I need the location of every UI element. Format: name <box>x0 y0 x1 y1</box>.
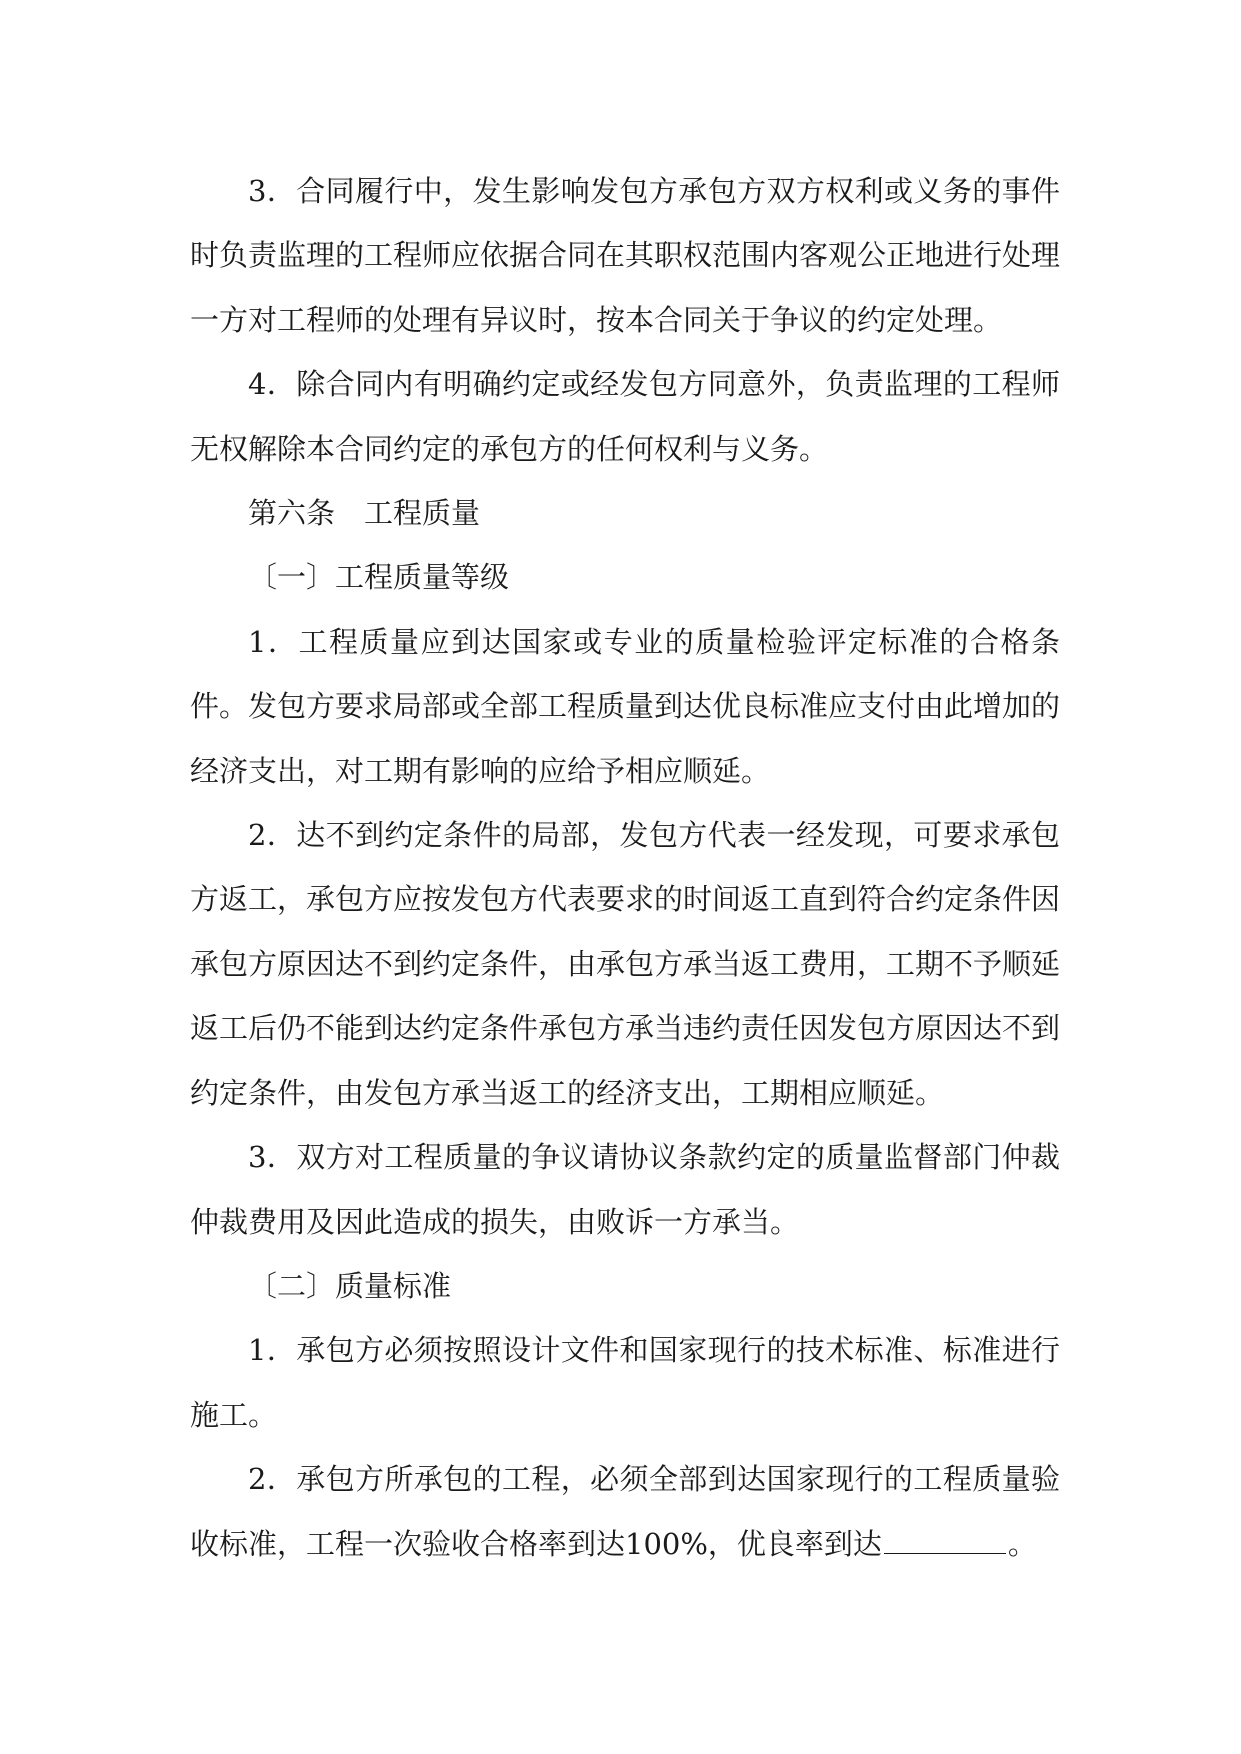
paragraph-standard-1: 1．承包方必须按照设计文件和国家现行的技术标准、标准进行施工。 <box>190 1333 1060 1432</box>
paragraph-standard-2-text: 2．承包方所承包的工程，必须全部到达国家现行的工程质量验收标准，工程一次验收合格率到达100%，优良率到达 <box>190 1462 1060 1561</box>
subsection-heading-quality-standard: 〔二〕质量标准 <box>248 1268 452 1303</box>
subsection-heading-quality-grade: 〔一〕工程质量等级 <box>248 560 510 595</box>
paragraph-clause-5-3: 3．合同履行中，发生影响发包方承包方双方权利或义务的事件时负责监理的工程师应依据合同在其职权范围内客观公正地进行处理一方对工程师的处理有异议时，按本合同关于争议的约定处理。 <box>190 174 1061 337</box>
fill-in-blank <box>884 1531 1006 1554</box>
document-body <box>190 159 1060 1576</box>
section-heading-article-6: 第六条 工程质量 <box>248 496 481 531</box>
paragraph-grade-3: 3．双方对工程质量的争议请协议条款约定的质量监督部门仲裁仲裁费用及因此造成的损失，由败诉一方承当。 <box>190 1140 1060 1239</box>
paragraph-grade-1: 1．工程质量应到达国家或专业的质量检验评定标准的合格条件。发包方要求局部或全部工程质量到达优良标准应支付由此增加的经济支出，对工期有影响的应给予相应顺延。 <box>190 624 1061 788</box>
paragraph-grade-2: 2．达不到约定条件的局部，发包方代表一经发现，可要求承包方返工，承包方应按发包方代表要求的时间返工直到符合约定条件因承包方原因达不到约定条件，由承包方承当返工费用，工期不予顺延返工后仍不能到达约定条件承包方承当违约责任因发包方原因达不到约定条件，由发包方承当返工的经济支出，工期相应顺延。 <box>190 818 1061 1110</box>
paragraph-standard-2-end: 。 <box>1007 1526 1037 1561</box>
paragraph-clause-5-4: 4．除合同内有明确约定或经发包方同意外，负责监理的工程师无权解除本合同约定的承包方的任何权利与义务。 <box>190 367 1060 466</box>
paragraph-standard-2 <box>190 1447 1060 1576</box>
